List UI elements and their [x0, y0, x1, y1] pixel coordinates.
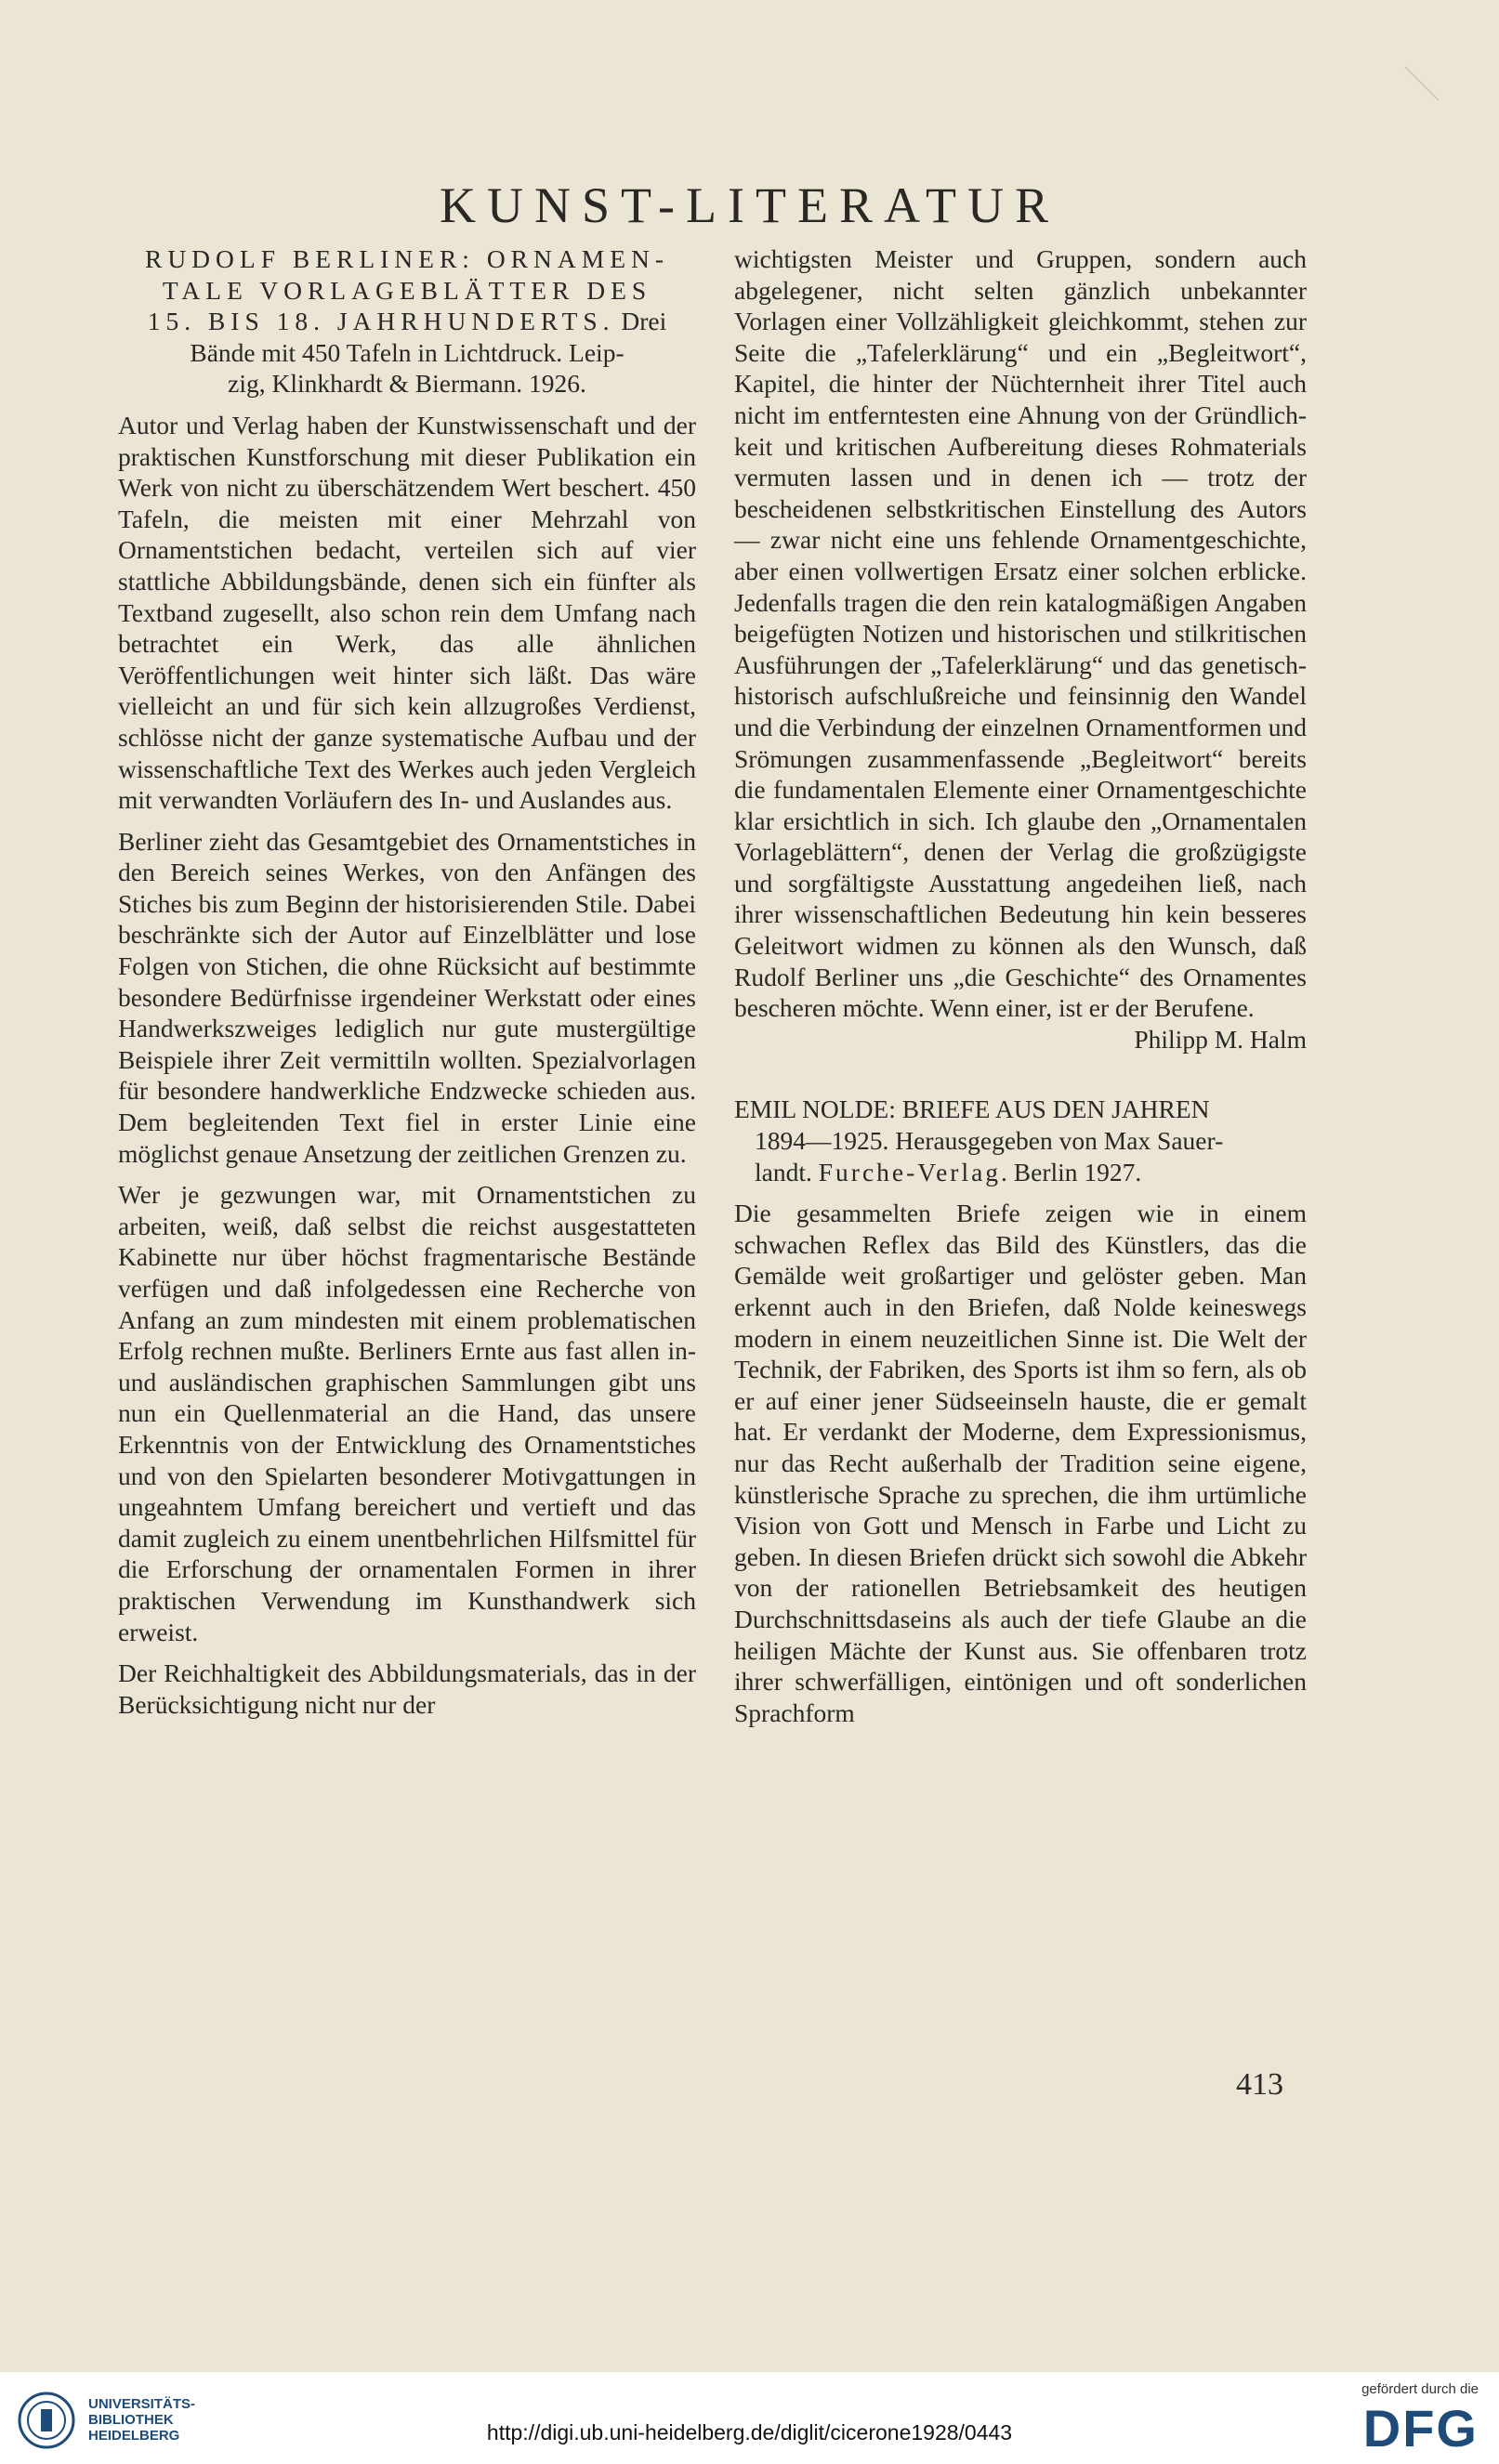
page-title: KUNST-LITERATUR: [439, 177, 1059, 233]
review2-heading-line: EMIL NOLDE: BRIEFE AUS DEN JAHREN: [734, 1094, 1210, 1124]
corner-tick-mark: [1403, 65, 1440, 102]
review2-paragraph: Die gesammelten Briefe zeigen wie in einem schwachen Reflex das Bild des Künstlers, das die Gemälde weit großartiger und gelöster geben. Man erkennt auch in den Briefen, daß Nolde keineswegs modern in einem neuzeitlichen Sinne ist. Die Welt der Technik, der Fabriken, des Sports ist ihm so fern, als ob er auf einer jener Südseeinseln hauste, die er gemalt hat. Er verdankt der Moderne, dem Expressionismus, nur das Recht außerhalb der Tradition seine eigene, künstlerische Sprache zu sprechen, die ihm urtümliche Vision von Gott und Mensch in Farbe und Licht zu geben. In diesen Briefen drückt sich sowohl die Abkehr von der rationellen Betriebsamkeit des heutigen Durchschnittsdaseins als auch der tiefe Glaube an die heiligen Mächte der Kunst aus. Sie offenbaren trotz ihrer schwerfälligen, eintönigen und oft sonderlichen Sprachform: [734, 1199, 1307, 1727]
left-column: [118, 243, 696, 1730]
university-name-line: BIBLIOTHEK: [88, 2412, 174, 2428]
review2-publisher: Furche-Verlag: [818, 1157, 1002, 1186]
review1-paragraph-continued: wichtigsten Meister und Gruppen, sondern auch abgelegener, nicht selten gänzlich unbekannter Vorlagen einer Vollzähligkeit gleichkommt, stehen zur Seite die „Tafelerklärung“ und ein „Begleitwort“, Kapitel, die hinter der Nüchternheit ihrer Titel auch nicht im entferntesten eine Ahnung von der Gründlichkeit und kritischen Aufbereitung dieses Rohmaterials vermuten lassen und in denen ich — trotz der bescheidenen selbstkritischen Einstellung des Autors — zwar nicht eine uns fehlende Ornamentgeschichte, aber einen vollwertigen Ersatz einer solchen erblicke. Jedenfalls tragen die den rein katalogmäßigen Angaben beigefügten Notizen und historischen und stilkritischen Ausführungen der „Tafelerklärung“ und das genetisch-historisch aufschlußreiche und feinsinnig den Wandel und die Verbindung der einzelnen Ornamentformen und Srömungen zusammenfassende „Begleitwort“ bereits die fundamentalen Elemente einer Ornamentgeschichte klar ersichtlich in sich. Ich glaube den „Ornamentalen Vorlageblättern“, denen der Verlag die großzügigste und sorgfältigste Ausstattung angedeihen ließ, nach ihrer wissenschaftlichen Bedeutung hin kein besseres Geleitwort widmen zu können als den Wunsch, daß Rudolf Berliner uns „die Geschichte“ des Ornamentes bescheren möchte. Wenn einer, ist er der Berufene.: [734, 244, 1307, 1023]
review1-paragraph: Wer je gezwungen war, mit Ornamentstichen zu arbeiten, weiß, daß selbst die reichst ausgestatteten Kabinette nur über höchst fragmentarische Bestände verfügen und daß infolgedessen eine Recherche von Anfang an zum mindesten mit einem problematischen Erfolg rechnen mußte. Berliners Ernte aus fast allen in- und ausländischen graphischen Sammlungen gibt uns nun ein Quellenmaterial an die Hand, das unsere Erkenntnis von der Entwicklung des Ornamentstiches und von den Spielarten besonderer Motivgattungen in ungeahntem Umfang bereichert und vertieft und das damit zugleich zu einem unentbehrlichen Hilfsmittel für die Erforschung der ornamentalen Formen in ihrer praktischen Verwendung im Kunsthandwerk sich erweist.: [118, 1180, 696, 1646]
review2-heading: [734, 1094, 1307, 1187]
review1-paragraph: Berliner zieht das Gesamtgebiet des Ornamentstiches in den Bereich seines Werkes, von den Anfängen des Stiches bis zum Beginn der historisierenden Stile. Dabei beschränkte sich der Autor auf Einzelblätter und lose Folgen von Stichen, die ohne Rücksicht auf bestimmte besondere Bedürfnisse irgendeiner Werkstatt oder eines Handwerkszweiges lediglich nur gute mustergültige Beispiele ihrer Zeit vermittiln wollten. Spezialvorlagen für besondere handwerkliche Endzwecke schieden aus. Dem begleitenden Text fiel in erster Linie eine möglichst genaue Ansetzung der zeitlichen Grenzen zu.: [118, 826, 696, 1168]
review1-paragraph: Autor und Verlag haben der Kunstwissenschaft und der praktischen Kunstforschung mit dieser Publikation ein Werk von nicht zu überschätzendem Wert beschert. 450 Tafeln, die meisten mit einer Mehrzahl von Ornamentstichen bedacht, verteilen sich auf vier stattliche Abbildungsbände, denen sich ein fünfter als Textband zugesellt, also schon rein dem Umfang nach betrachtet ein Werk, das alle ähnlichen Veröffentlichungen weit hinter sich läßt. Das wäre vielleicht an und für sich kein allzugroßes Verdienst, schlösse nicht der ganze systematische Aufbau und der wissenschaftliche Text des Werkes auch jeden Vergleich mit verwandten Vorläufern des In- und Auslandes aus.: [118, 410, 696, 815]
review1-heading-line: TALE VORLAGEBLÄTTER DES: [162, 275, 652, 305]
review1-heading-line: [118, 306, 696, 337]
source-url-link[interactable]: http://digi.ub.uni-heidelberg.de/diglit/cicerone1928/0443: [486, 2420, 1013, 2444]
footer-bar: [0, 2372, 1499, 2464]
review1-heading-line: RUDOLF BERLINER: ORNAMEN-: [144, 244, 670, 273]
review1-heading-rest: Drei: [614, 307, 667, 336]
review1-heading-line: Bände mit 450 Tafeln in Lichtdruck. Leip-: [190, 337, 625, 367]
review1-paragraph: Der Reichhaltigkeit des Abbildungsmaterials, das in der Berücksichtigung nicht nur der: [118, 1658, 696, 1719]
review2-heading-text: . Berlin 1927.: [1001, 1157, 1142, 1186]
review2-heading-text: landt.: [755, 1157, 819, 1186]
review1-author: Philipp M. Halm: [1134, 1024, 1307, 1054]
university-name-line: UNIVERSITÄTS-: [88, 2396, 196, 2412]
review1-heading-line: zig, Klinkhardt & Biermann. 1926.: [228, 369, 586, 399]
university-name-line: HEIDELBERG: [88, 2428, 180, 2444]
page-number: 413: [1236, 2067, 1283, 2102]
review1-signature-line: [734, 1024, 1307, 1055]
review1-heading: [118, 243, 696, 400]
dfg-logo: DFG: [1362, 2399, 1479, 2457]
funding-text: gefördert durch die: [1361, 2381, 1479, 2397]
review2-heading-line: 1894—1925. Herausgegeben von Max Sauer-: [755, 1126, 1224, 1156]
right-column: [734, 243, 1307, 1738]
funding-note: [1361, 2381, 1479, 2457]
review2-heading-line: [734, 1157, 1307, 1188]
review1-heading-caps: 15. BIS 18. JAHRHUNDERTS.: [147, 307, 615, 336]
